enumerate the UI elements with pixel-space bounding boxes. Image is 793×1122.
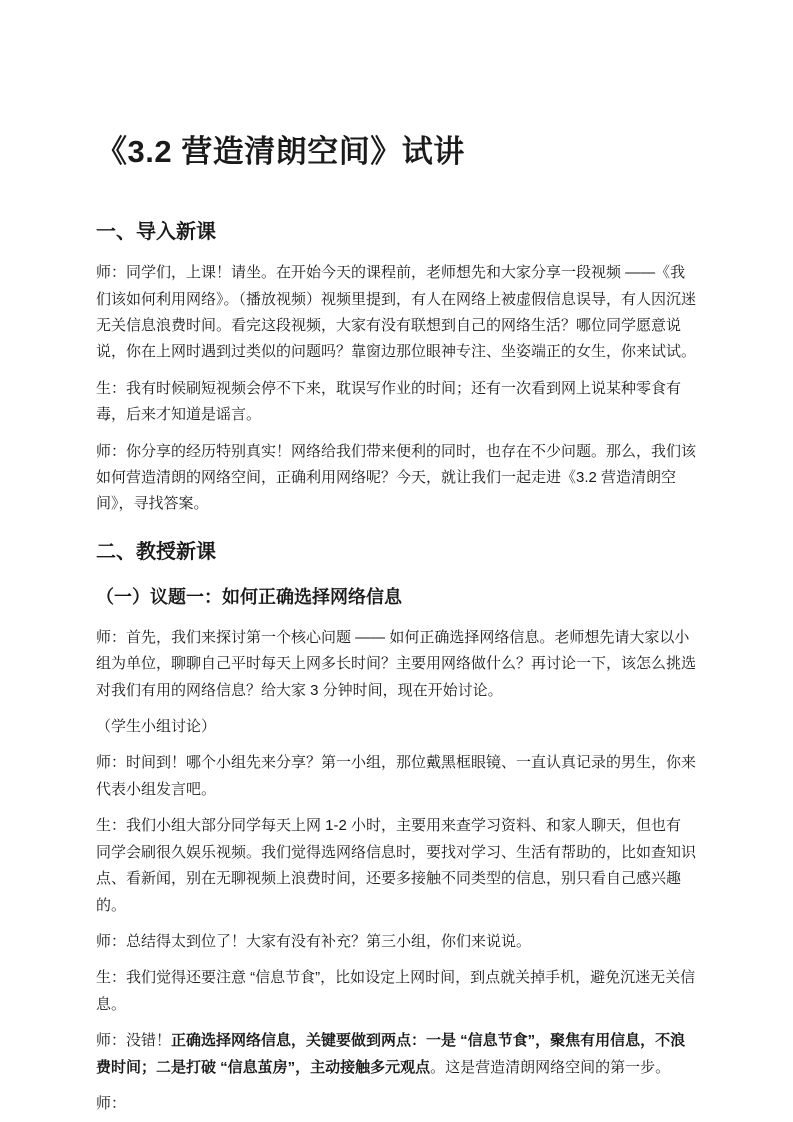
paragraph <box>96 376 696 429</box>
section-heading <box>96 538 696 566</box>
section-heading <box>96 218 696 246</box>
text-run: （学生小组讨论） <box>96 718 217 736</box>
paragraph <box>96 625 696 704</box>
paragraph <box>96 439 696 518</box>
text-run: 一、导入新课 <box>96 221 216 244</box>
paragraph <box>96 260 696 366</box>
text-run: 师：总结得太到位了！大家有没有补充？第三小组，你们来说说。 <box>96 932 532 950</box>
text-run: 。这是营造清朗网络空间的第一步。 <box>430 1058 671 1076</box>
paragraph <box>96 965 696 1018</box>
text-run: 生：我有时候刷短视频会停不下来，耽误写作业的时间；还有一次看到网上说某种零食有毒，后来才知道是谣言。 <box>96 379 682 424</box>
text-run: 生：我们觉得还要注意 “信息节食”，比如设定上网时间，到点就关掉手机，避免沉迷无关信息。 <box>96 969 696 1013</box>
paragraph <box>96 750 696 803</box>
text-run: 师：首先，我们来探讨第一个核心问题 —— 如何正确选择网络信息。老师想先请大家以小组为单位，聊聊自己平时每天上网多长时间？主要用网络做什么？再讨论一下，该怎么挑选对我们有用的网络信息？给大家 3 分钟时间，现在开始讨论。 <box>96 628 697 699</box>
bold-text-run: 正确选择网络信息，关键要做到两点：一是 “信息节食”，聚焦有用信息，不浪费时间；二是打破 “信息茧房”，主动接触多元观点 <box>96 1032 686 1076</box>
text-run: 师：时间到！哪个小组先来分享？第一小组，那位戴黑框眼镜、一直认真记录的男生，你来代表小组发言吧。 <box>96 754 697 798</box>
paragraph <box>96 1091 696 1117</box>
paragraph <box>96 1028 696 1081</box>
subsection-heading <box>96 584 696 611</box>
paragraph <box>96 714 696 740</box>
text-run: 师：同学们，上课！请坐。在开始今天的课程前，老师想先和大家分享一段视频 ——《我们该如何利用网络》。（播放视频）视频里提到，有人在网络上被虚假信息误导，有人因沉迷无关信息浪费时间。看完这段视频，大家有没有联想到自己的网络生活？哪位同学愿意说说，你在上网时遇到过类似的问题吗？靠窗边那位眼神专注、坐姿端正的女生，你来试试。 <box>96 264 697 361</box>
paragraph <box>96 929 696 955</box>
text-run: 生：我们小组大部分同学每天上网 1-2 小时，主要用来查学习资料、和家人聊天，但也有同学会刷很久娱乐视频。我们觉得选网络信息时，要找对学习、生活有帮助的，比如查知识点、看新闻，别在无聊视频上浪费时间，还要多接触不同类型的信息，别只看自己感兴趣的。 <box>96 817 697 914</box>
document-title: 《3.2 营造清朗空间》试讲 <box>96 134 465 169</box>
text-run: 师：你分享的经历特别真实！网络给我们带来便利的同时，也存在不少问题。那么，我们该如何营造清朗的网络空间，正确利用网络呢？今天，就让我们一起走进《3.2 营造清朗空间》，寻找答案。 <box>96 442 697 513</box>
text-run: （一）议题一：如何正确选择网络信息 <box>96 586 402 607</box>
text-run: 二、教授新课 <box>96 540 216 563</box>
text-run: 师： <box>96 1094 127 1112</box>
text-run: 师：没错！ <box>96 1032 172 1050</box>
paragraph <box>96 813 696 919</box>
document-body <box>96 218 696 1117</box>
